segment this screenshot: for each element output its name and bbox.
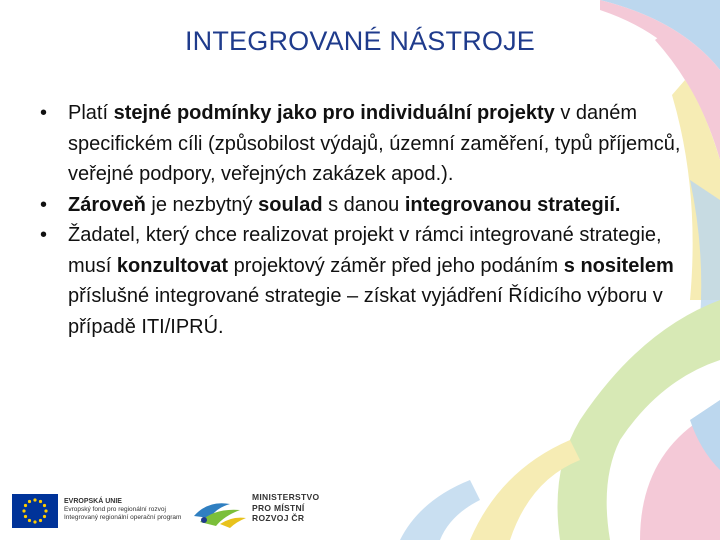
eu-caption <box>64 498 184 522</box>
eu-flag-icon <box>12 494 58 528</box>
bullet-list <box>34 98 684 342</box>
ministry-caption-line: ROZVOJ ČR <box>252 513 305 523</box>
bullet-item <box>34 98 684 190</box>
bullet-text-bold: konzultovat <box>116 254 229 277</box>
ministry-caption <box>252 492 319 524</box>
bullet-text: je nezbytný <box>145 193 259 216</box>
footer-logos <box>0 490 720 540</box>
slide-title: INTEGROVANÉ NÁSTROJE <box>184 26 536 56</box>
bullet-text: v daném specifickém cíli (způsobilost výdajů, územní zaměření, typů příjemců, veřejné podpory, veřejných zakázek apod.). <box>68 102 681 185</box>
eu-caption-line: EVROPSKÁ UNIE <box>64 498 122 505</box>
bullet-item <box>34 220 684 342</box>
bullet-text-bold: soulad <box>258 193 323 216</box>
bullet-text: s danou <box>322 193 405 216</box>
bullet-text-bold: stejné podmínky jako pro individuální projekty <box>113 102 555 124</box>
bullet-text-bold: integrovanou strategií. <box>404 193 621 216</box>
eu-caption-line: Integrovaný regionální operační program <box>64 514 182 521</box>
bullet-text-bold: s nositelem <box>563 254 674 277</box>
ministry-caption-line: PRO MÍSTNÍ <box>252 502 305 513</box>
ministry-logo-icon <box>190 494 248 530</box>
bullet-text: Platí <box>68 102 114 124</box>
bullet-text: projektový záměr před jeho podáním <box>228 254 564 277</box>
bullet-text: příslušné integrované strategie – získat vyjádření Řídicího výboru v případě ITI/IPRÚ. <box>68 285 663 338</box>
bullet-text: Žadatel, který chce realizovat projekt v rámci integrované strategie, musí <box>68 224 662 277</box>
ministry-caption-line: MINISTERSTVO <box>252 492 320 502</box>
eu-caption-line: Evropský fond pro regionální rozvoj <box>64 506 166 513</box>
bullet-text-bold: Zároveň <box>68 193 146 216</box>
bullet-item <box>34 190 684 221</box>
